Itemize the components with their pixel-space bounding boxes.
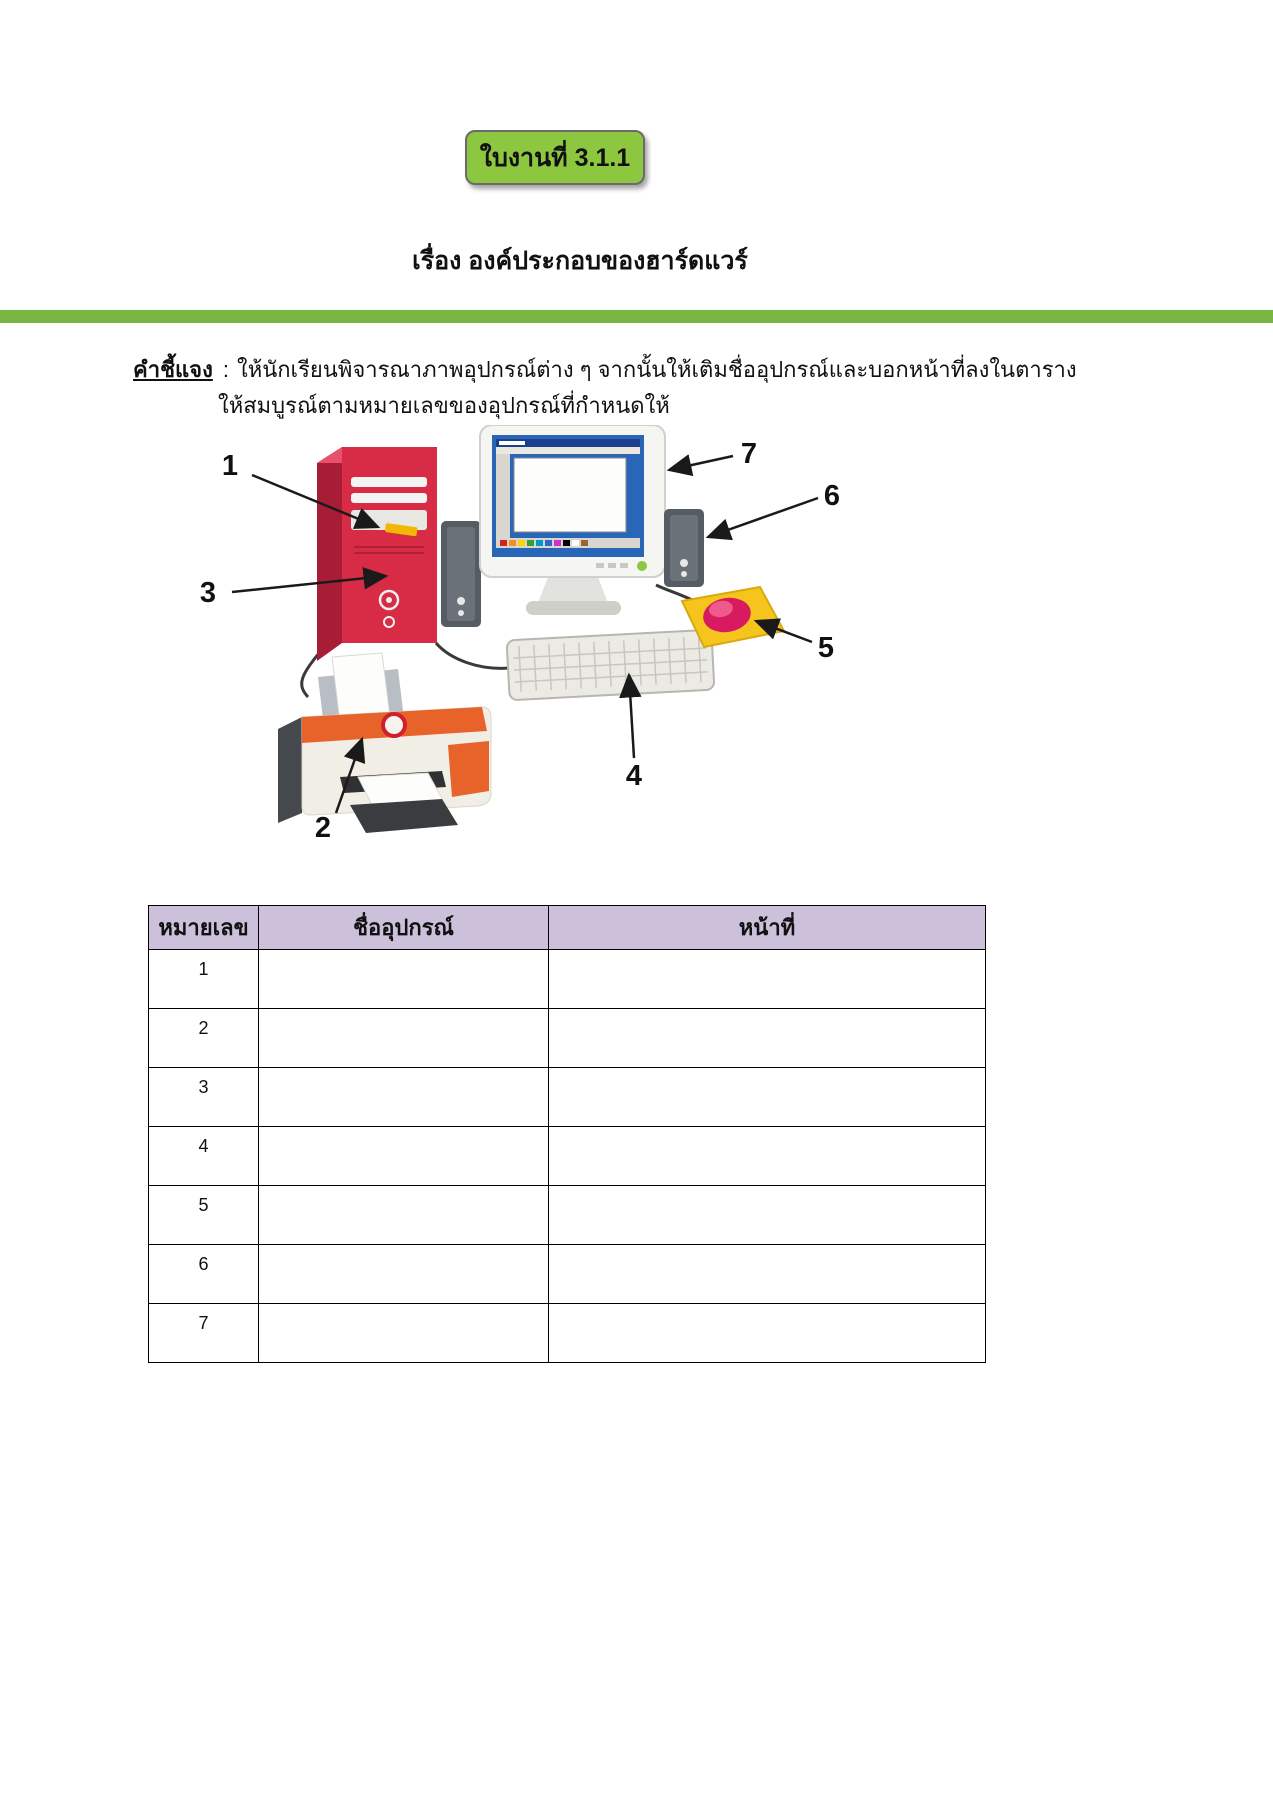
table-row [149,1245,986,1304]
divider-bar [0,310,1273,323]
function-cell [549,1009,986,1068]
row-number: 4 [149,1127,259,1186]
header-number: หมายเลข [149,906,259,950]
instructions-text-1: ให้นักเรียนพิจารณาภาพอุปกรณ์ต่าง ๆ จากนั้นให้เติมชื่ออุปกรณ์และบอกหน้าที่ลงในตาราง [236,357,1077,382]
computer-case [317,447,437,661]
diagram-label-2: 2 [314,812,332,844]
table-row [149,1068,986,1127]
function-cell [549,1304,986,1363]
speaker-right [664,509,704,587]
header-device-name: ชื่ออุปกรณ์ [259,906,549,950]
table-header-row [149,906,986,950]
instructions [133,352,1093,424]
function-cell [549,1068,986,1127]
device-name-cell [259,1186,549,1245]
monitor-power-icon [637,561,647,571]
function-cell [549,1186,986,1245]
diagram-label-3: 3 [199,577,217,609]
instructions-separator: : [222,357,229,382]
device-name-cell [259,1068,549,1127]
arrow-7-icon [669,456,733,470]
arrow-6-icon [708,498,818,537]
keyboard [507,630,715,701]
header-function: หน้าที่ [549,906,986,950]
diagram-label-4: 4 [625,760,643,792]
table-row [149,950,986,1009]
diagram-label-1: 1 [221,450,239,482]
instructions-label: คำชี้แจง [133,357,213,382]
worksheet-number-label: ใบงานที่ 3.1.1 [479,143,631,172]
function-cell [549,1127,986,1186]
table-row [149,1009,986,1068]
device-name-cell [259,1304,549,1363]
row-number: 1 [149,950,259,1009]
row-number: 3 [149,1068,259,1127]
answer-table [148,905,986,1363]
row-number: 5 [149,1186,259,1245]
row-number: 6 [149,1245,259,1304]
device-name-cell [259,1245,549,1304]
table-row [149,1304,986,1363]
hardware-diagram-svg [190,425,960,865]
device-name-cell [259,950,549,1009]
diagram-label-5: 5 [817,632,835,664]
function-cell [549,1245,986,1304]
table-row [149,1186,986,1245]
row-number: 2 [149,1009,259,1068]
device-name-cell [259,1009,549,1068]
instructions-line1 [133,352,1093,388]
device-name-cell [259,1127,549,1186]
monitor [480,425,665,615]
instructions-text-2: ให้สมบูรณ์ตามหมายเลขของอุปกรณ์ที่กำหนดให้ [218,393,670,418]
function-cell [549,950,986,1009]
printer [278,653,491,833]
table-row [149,1127,986,1186]
diagram-label-6: 6 [823,480,841,512]
row-number: 7 [149,1304,259,1363]
diagram-label-7: 7 [740,438,758,470]
speaker-left [441,521,481,627]
page-title: เรื่อง องค์ประกอบของฮาร์ดแวร์ [412,247,748,275]
worksheet-number-badge [465,130,645,185]
hardware-diagram [190,425,960,865]
